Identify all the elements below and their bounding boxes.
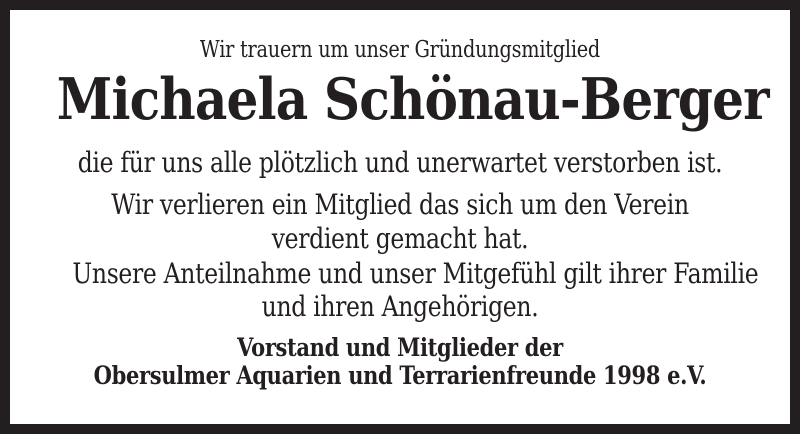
tribute-line-2: verdient gemacht hat.	[271, 222, 529, 255]
condolence-paragraph	[72, 257, 759, 323]
death-statement: die für uns alle plötzlich und unerwartet verstorben ist.	[77, 146, 723, 179]
organization-name: Obersulmer Aquarien und Terrarienfreunde 1998 e.V.	[93, 361, 707, 390]
signature-role-line: Vorstand und Mitglieder der	[237, 333, 563, 362]
condolence-line-1: Unsere Anteilnahme und unser Mitgefühl gilt ihrer Familie	[72, 257, 759, 290]
tribute-line-1: Wir verlieren ein Mitglied das sich um den Verein	[111, 188, 689, 221]
mourning-intro-line: Wir trauern um unser Gründungsmitglied	[199, 37, 601, 63]
deceased-name: Michaela Schönau-Berger	[56, 66, 769, 133]
signature-block	[72, 334, 727, 390]
condolence-line-2: und ihren Angehörigen.	[261, 290, 539, 323]
tribute-paragraph	[72, 188, 727, 256]
